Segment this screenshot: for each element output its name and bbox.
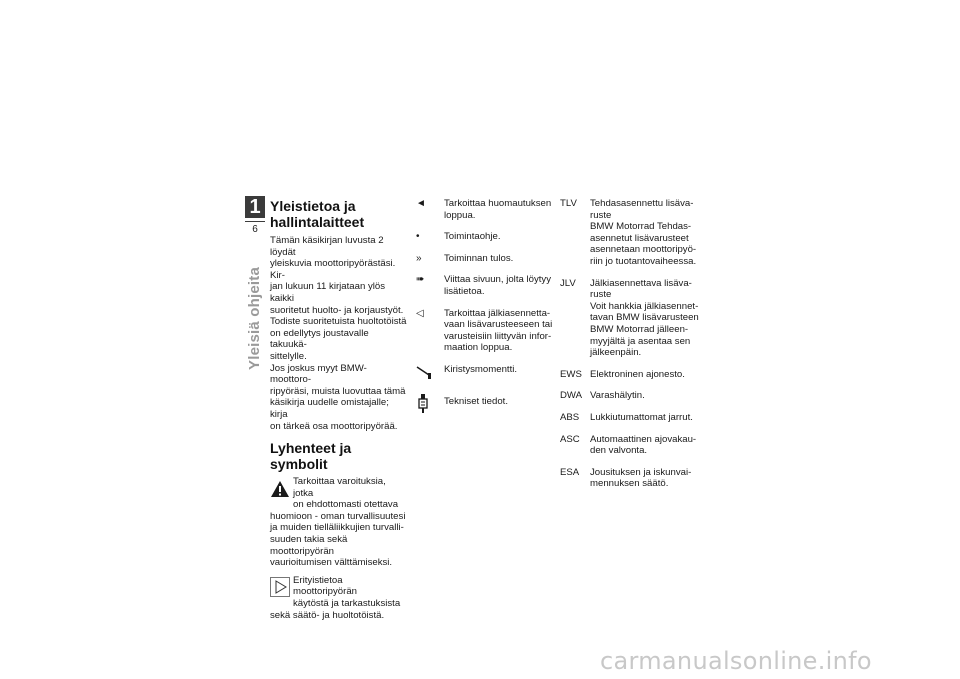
chapter-tab [244, 196, 266, 235]
abbreviation-text: Jousituksen ja iskunvai- mennuksen säätö. [590, 466, 692, 490]
symbol-row-technical-data [414, 394, 556, 418]
symbol-row-instruction [414, 231, 556, 243]
info-note [270, 575, 407, 621]
section-heading-abbreviations: Lyhenteet ja symbolit [270, 440, 352, 473]
warning-text-tail: huomioon - oman turvallisuutesi ja muiden tielläliikkujien turvalli- suuden takia sekä moottoripyörän vaurioitumisen välttämiseksi. [270, 510, 406, 569]
symbol-text: Tekniset tiedot. [444, 395, 508, 407]
abbr-row-jlv [560, 278, 700, 359]
intro-paragraph: Tämän käsikirjan luvusta 2 löydät yleiskuvia moottoripyörästäsi. Kir- jan lukuun 11 kirjataan ylös kaikki suoritetut huolto- ja korjaustyöt. Todiste suoritetuista huoltotöistä on edellytys joustavalle takuukä- sittelylle. Jos joskus myyt BMW-moottoro- ripyöräsi, muista luovuttaa tämä käsikirja uudelle omistajalle; kirja on tärkeä osa moottoripyörää. [270, 235, 407, 432]
abbreviation-text: Elektroninen ajonesto. [590, 368, 685, 380]
symbol-row-result [414, 253, 556, 265]
abbr-row-dwa [560, 390, 700, 402]
symbol-row-torque [414, 364, 556, 384]
torque-wrench-icon [416, 364, 434, 380]
warning-triangle-icon [270, 480, 290, 498]
warning-note [270, 476, 407, 569]
abbr-row-ews [560, 369, 700, 381]
accessory-end-symbol: ◁ [416, 307, 424, 319]
abbr-row-asc [560, 434, 700, 457]
symbol-text: Kiristysmomentti. [444, 363, 518, 375]
technical-data-icon [416, 394, 430, 414]
chapter-title-vertical: Yleisiä ohjeita [246, 266, 263, 370]
abbreviation: TLV [560, 198, 577, 209]
bullet-symbol: • [416, 231, 420, 243]
info-triangle-icon [270, 577, 290, 597]
end-note-symbol: ◄ [416, 198, 426, 209]
column-symbols [414, 198, 556, 427]
column-abbreviations [560, 198, 700, 500]
abbreviation-text: Varashälytin. [590, 390, 645, 402]
abbreviation-text: Jälkiasennettava lisäva- ruste Voit hankkia jälkiasennet- tavan BMW lisävarusteen BMW Motorrad jälleen- myyjältä ja asentaa sen jälkeenpäin. [590, 277, 699, 359]
symbol-text: Tarkoittaa jälkiasennetta- vaan lisävarusteeseen tai varusteisiin liittyvän infor- maation loppua. [444, 307, 553, 354]
symbol-text: Viittaa sivuun, jolta löytyy lisätietoa. [444, 274, 552, 297]
warning-text-head: Tarkoittaa varoituksia, jotka on ehdottomasti otettava [293, 476, 399, 511]
chapter-number: 1 [245, 196, 265, 218]
column-intro [270, 198, 407, 621]
symbol-row-page-ref [414, 274, 556, 297]
symbol-row-end-note [414, 198, 556, 221]
abbreviation: DWA [560, 390, 583, 402]
page-reference-arrow-icon: ➠ [416, 274, 425, 286]
abbreviation: ASC [560, 433, 580, 445]
result-symbol: » [416, 252, 422, 264]
abbreviation: ESA [560, 466, 580, 478]
abbreviation-text: Lukkiutumattomat jarrut. [590, 411, 693, 423]
symbol-text: Toimintaohje. [444, 231, 501, 243]
chapter-rule [245, 221, 265, 222]
watermark-text: carmanualsonline.info [600, 647, 872, 675]
abbreviation-text: Tehdasasennettu lisäva- ruste BMW Motorrad Tehdas- asennetut lisävarusteet asennetaan moottoripyö- riin jo tuotantovaiheessa. [590, 198, 697, 267]
abbreviation-text: Automaattinen ajovakau- den valvonta. [590, 433, 697, 457]
info-text-tail: sekä säätö- ja huoltotöistä. [270, 609, 385, 621]
info-text-head: Erityistietoa moottoripyörän käytöstä ja tarkastuksista [293, 574, 401, 610]
symbol-text: Tarkoittaa huomautuksen loppua. [444, 198, 552, 221]
symbol-row-accessory-end [414, 308, 556, 354]
abbreviation: EWS [560, 368, 582, 380]
abbr-row-esa [560, 467, 700, 490]
abbreviation: JLV [560, 277, 576, 289]
section-title: Yleistietoa ja hallintalaitteet [270, 198, 365, 230]
abbr-row-tlv [560, 198, 700, 268]
abbr-row-abs [560, 412, 700, 424]
abbreviation: ABS [560, 411, 580, 423]
page-number: 6 [252, 224, 258, 235]
symbol-text: Toiminnan tulos. [444, 252, 514, 264]
